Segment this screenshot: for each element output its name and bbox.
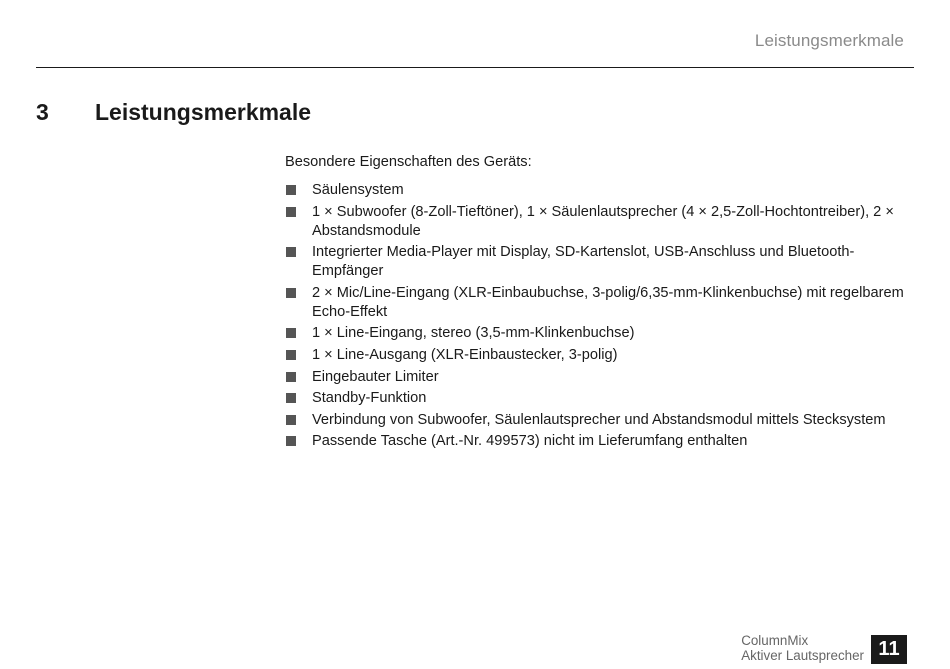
feature-text: Verbindung von Subwoofer, Säulenlautsprecher und Abstandsmodul mittels Stecksystem bbox=[312, 411, 886, 428]
list-item bbox=[285, 432, 910, 451]
square-bullet-icon bbox=[286, 372, 296, 382]
list-item bbox=[285, 368, 910, 387]
feature-text: 1 × Line-Eingang, stereo (3,5-mm-Klinkenbuchse) bbox=[312, 325, 635, 342]
square-bullet-icon bbox=[286, 247, 296, 257]
running-header: Leistungsmerkmale bbox=[754, 31, 904, 50]
feature-text: Standby-Funktion bbox=[312, 390, 427, 407]
list-item bbox=[285, 181, 910, 200]
feature-text: 1 × Line-Ausgang (XLR-Einbaustecker, 3-polig) bbox=[312, 346, 618, 363]
square-bullet-icon bbox=[286, 207, 296, 217]
intro-text: Besondere Eigenschaften des Geräts: bbox=[285, 154, 532, 170]
list-item bbox=[285, 411, 910, 430]
list-item bbox=[285, 346, 910, 365]
chapter-content bbox=[285, 153, 910, 454]
feature-text: Integrierter Media-Player mit Display, SD-Kartenslot, USB-Anschluss und Bluetooth-Empfänger bbox=[312, 244, 855, 280]
chapter-heading bbox=[36, 99, 311, 126]
square-bullet-icon bbox=[286, 350, 296, 360]
list-item bbox=[285, 324, 910, 343]
list-item bbox=[285, 243, 910, 281]
square-bullet-icon bbox=[286, 185, 296, 195]
square-bullet-icon bbox=[286, 328, 296, 338]
list-item bbox=[285, 203, 910, 241]
square-bullet-icon bbox=[286, 436, 296, 446]
feature-text: Säulensystem bbox=[312, 182, 404, 198]
chapter-number: 3 bbox=[36, 99, 49, 125]
chapter-title: Leistungsmerkmale bbox=[95, 99, 312, 125]
feature-text: Eingebauter Limiter bbox=[312, 368, 439, 385]
feature-text: 2 × Mic/Line-Eingang (XLR-Einbaubuchse, 3-polig/6,35-mm-Klinkenbuchse) mit regelbarem Echo-Effekt bbox=[312, 284, 904, 320]
feature-text: 1 × Subwoofer (8-Zoll-Tieftöner), 1 × Säulenlautsprecher (4 × 2,5-Zoll-Hochtontreiber), 2 × Abstandsmodule bbox=[312, 203, 894, 239]
square-bullet-icon bbox=[286, 393, 296, 403]
footer-product-info bbox=[741, 633, 864, 663]
header-divider bbox=[36, 67, 914, 68]
page-number: 11 bbox=[871, 635, 907, 664]
square-bullet-icon bbox=[286, 288, 296, 298]
feature-list bbox=[285, 181, 910, 451]
list-item bbox=[285, 389, 910, 408]
footer-product-type: Aktiver Lautsprecher bbox=[741, 648, 864, 663]
feature-text: Passende Tasche (Art.-Nr. 499573) nicht im Lieferumfang enthalten bbox=[312, 433, 748, 450]
square-bullet-icon bbox=[286, 415, 296, 425]
footer-product-name: ColumnMix bbox=[741, 633, 809, 648]
list-item bbox=[285, 284, 910, 322]
